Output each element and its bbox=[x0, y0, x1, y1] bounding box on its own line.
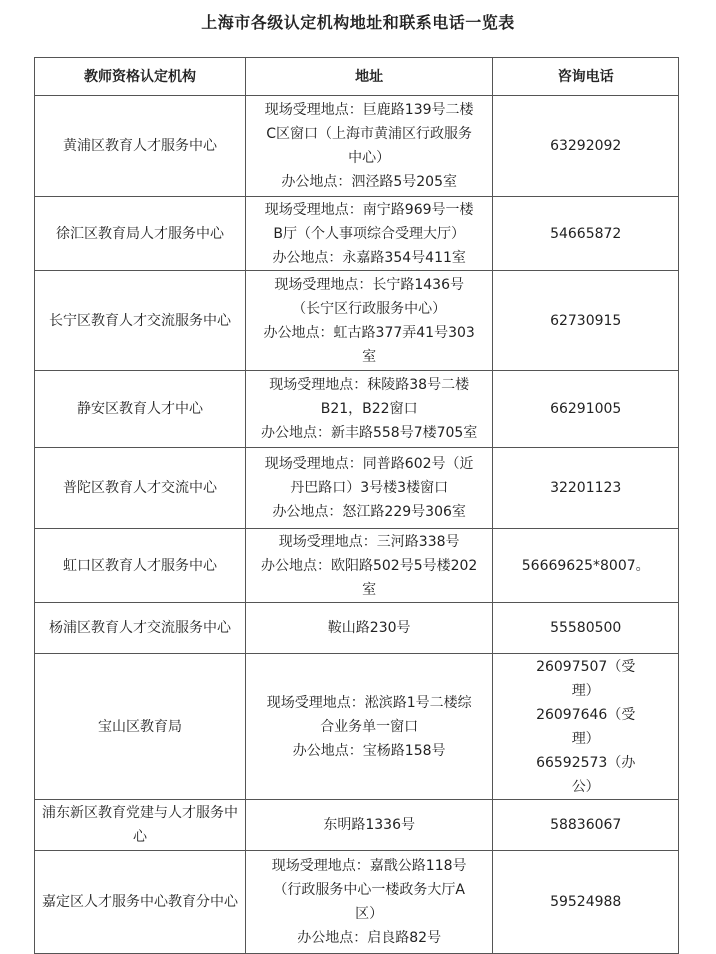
address-line: （长宁区行政服务中心） bbox=[292, 300, 447, 317]
table-row bbox=[35, 603, 679, 654]
address-cell bbox=[245, 448, 492, 529]
org-cell: 长宁区教育人才交流服务中心 bbox=[35, 271, 246, 371]
phone-line: 56669625*8007。 bbox=[521, 557, 650, 574]
phone-line: 66291005 bbox=[550, 401, 622, 417]
table-body bbox=[35, 96, 679, 954]
address-line: 室 bbox=[362, 581, 377, 598]
address-line: B厅（个人事项综合受理大厅） bbox=[273, 225, 465, 242]
address-line: 现场受理地点：三河路338号 bbox=[278, 533, 460, 550]
address-line: 现场受理地点：秣陵路38号二楼 bbox=[269, 377, 470, 393]
address-cell bbox=[245, 271, 492, 371]
header-phone: 咨询电话 bbox=[493, 58, 679, 96]
address-line: 现场受理地点：南宁路969号一楼 bbox=[264, 201, 474, 218]
phone-cell bbox=[493, 851, 679, 954]
phone-line: 55580500 bbox=[550, 620, 622, 636]
org-cell: 徐汇区教育局人才服务中心 bbox=[35, 197, 246, 271]
phone-cell bbox=[493, 448, 679, 529]
phone-cell bbox=[493, 654, 679, 800]
org-cell: 普陀区教育人才交流中心 bbox=[35, 448, 246, 529]
address-line: 办公地点：启良路82号 bbox=[297, 930, 442, 946]
address-line: C区窗口（上海市黄浦区行政服务 bbox=[266, 126, 473, 142]
phone-cell bbox=[493, 800, 679, 851]
address-line: 东明路1336号 bbox=[323, 817, 415, 833]
address-line: 现场受理地点：嘉戬公路118号 bbox=[271, 858, 467, 874]
header-address: 地址 bbox=[245, 58, 492, 96]
address-line: 丹巴路口）3号楼3楼窗口 bbox=[290, 480, 449, 496]
table-row bbox=[35, 448, 679, 529]
address-line: 办公地点：宝杨路158号 bbox=[292, 742, 446, 759]
address-line: 办公地点：欧阳路502号5号楼202 bbox=[260, 557, 478, 574]
org-cell: 浦东新区教育党建与人才服务中心 bbox=[35, 800, 246, 851]
table-row bbox=[35, 529, 679, 603]
address-line: B21，B22窗口 bbox=[320, 401, 418, 417]
phone-cell bbox=[493, 603, 679, 654]
table-row bbox=[35, 654, 679, 800]
phone-line: 26097507（受 bbox=[536, 658, 636, 675]
org-cell: 嘉定区人才服务中心教育分中心 bbox=[35, 851, 246, 954]
address-line: 办公地点：泗泾路5号205室 bbox=[281, 174, 457, 190]
address-line: 区） bbox=[355, 906, 384, 922]
phone-line: 理） bbox=[571, 682, 600, 699]
phone-line: 公） bbox=[571, 778, 600, 795]
table-row bbox=[35, 371, 679, 448]
address-line: 办公地点：永嘉路354号411室 bbox=[272, 249, 466, 266]
address-line: 现场受理地点：长宁路1436号 bbox=[274, 276, 464, 293]
phone-line: 26097646（受 bbox=[536, 706, 636, 723]
phone-cell bbox=[493, 271, 679, 371]
address-line: 合业务单一窗口 bbox=[320, 718, 419, 735]
table-row bbox=[35, 96, 679, 197]
phone-cell bbox=[493, 371, 679, 448]
address-cell bbox=[245, 603, 492, 654]
org-cell: 宝山区教育局 bbox=[35, 654, 246, 800]
org-cell: 静安区教育人才中心 bbox=[35, 371, 246, 448]
address-line: 现场受理地点：同普路602号（近 bbox=[264, 456, 474, 472]
address-line: 现场受理地点：巨鹿路139号二楼 bbox=[264, 102, 474, 118]
page-title: 上海市各级认定机构地址和联系电话一览表 bbox=[201, 13, 515, 32]
table-row bbox=[35, 800, 679, 851]
phone-line: 58836067 bbox=[550, 817, 622, 833]
table-row bbox=[35, 851, 679, 954]
address-line: 鞍山路230号 bbox=[327, 620, 411, 636]
address-line: 室 bbox=[362, 348, 377, 365]
table-row bbox=[35, 197, 679, 271]
table-header-row bbox=[35, 58, 679, 96]
address-cell bbox=[245, 851, 492, 954]
institution-table bbox=[34, 57, 679, 954]
address-cell bbox=[245, 654, 492, 800]
address-cell bbox=[245, 96, 492, 197]
phone-cell bbox=[493, 529, 679, 603]
org-cell: 虹口区教育人才服务中心 bbox=[35, 529, 246, 603]
phone-line: 32201123 bbox=[550, 480, 622, 496]
address-cell bbox=[245, 529, 492, 603]
address-line: 现场受理地点：淞滨路1号二楼综 bbox=[266, 694, 472, 711]
address-cell bbox=[245, 197, 492, 271]
phone-line: 63292092 bbox=[550, 138, 622, 154]
org-cell: 杨浦区教育人才交流服务中心 bbox=[35, 603, 246, 654]
phone-line: 理） bbox=[571, 730, 600, 747]
address-line: （行政服务中心一楼政务大厅A bbox=[273, 882, 465, 898]
phone-line: 59524988 bbox=[550, 894, 622, 910]
address-line: 办公地点：怒江路229号306室 bbox=[272, 504, 466, 520]
address-line: 中心） bbox=[348, 150, 391, 166]
phone-line: 54665872 bbox=[550, 225, 622, 242]
phone-line: 66592573（办 bbox=[536, 754, 636, 771]
address-cell bbox=[245, 371, 492, 448]
table-row bbox=[35, 271, 679, 371]
phone-cell bbox=[493, 96, 679, 197]
phone-line: 62730915 bbox=[550, 312, 622, 329]
header-org: 教师资格认定机构 bbox=[35, 58, 246, 96]
address-cell bbox=[245, 800, 492, 851]
address-line: 办公地点：新丰路558号7楼705室 bbox=[260, 425, 478, 441]
phone-cell bbox=[493, 197, 679, 271]
address-line: 办公地点：虹古路377弄41号303 bbox=[263, 324, 475, 341]
org-cell: 黄浦区教育人才服务中心 bbox=[35, 96, 246, 197]
